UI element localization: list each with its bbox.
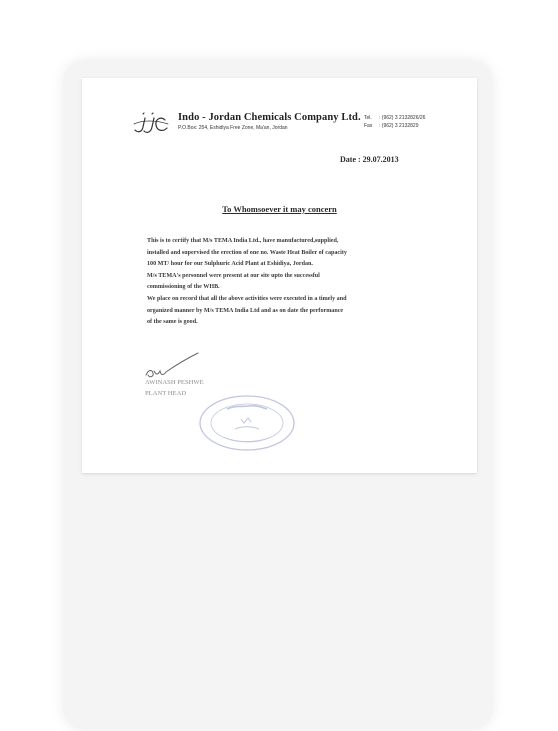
fax-line [364,122,425,130]
letter-page [82,78,477,473]
signature-icon [142,351,204,381]
tel-line [364,114,425,122]
body-line: installed and supervised the erection of one no. Waste Heat Boiler of capacity [147,249,347,256]
company-address: P.O.Box: 254, Eshidiya Free Zone, Ma'an, Jordan [178,125,288,131]
letter-date: Date : 29.07.2013 [340,155,399,164]
signatory-title: PLANT HEAD [145,390,187,397]
tel-value: : (962) 3 2132826/26 [379,115,426,121]
fax-label: Fax [364,123,373,129]
body-line: We place on record that all the above activities were executed in a timely and [147,295,347,302]
contact-block [364,114,425,130]
body-line: M/s TEMA's personnel were present at our site upto the successful [147,272,320,279]
body-line: 100 MT/ hour for our Sulphuric Acid Plant at Eshidiya, Jordan. [147,261,313,268]
company-stamp-icon [197,393,297,453]
fax-value: : (962) 3 2132829 [379,123,419,129]
signatory-name: AWINASH PESHWE [145,379,204,386]
tel-label: Tel. [364,115,372,121]
body-line: commissioning of the WHB. [147,284,220,291]
body-line: of the same is good. [147,319,198,326]
company-logo-icon [132,110,170,136]
body-line: organized manner by M/s TEMA India Ltd and as on date the performance [147,307,344,314]
letter-body [147,236,447,329]
body-line: This is to certify that M/s TEMA India Ltd., have manufactured,supplied, [147,238,339,244]
letter-subject: To Whomsoever it may concern [222,204,337,214]
company-name: Indo - Jordan Chemicals Company Ltd. [178,112,361,123]
